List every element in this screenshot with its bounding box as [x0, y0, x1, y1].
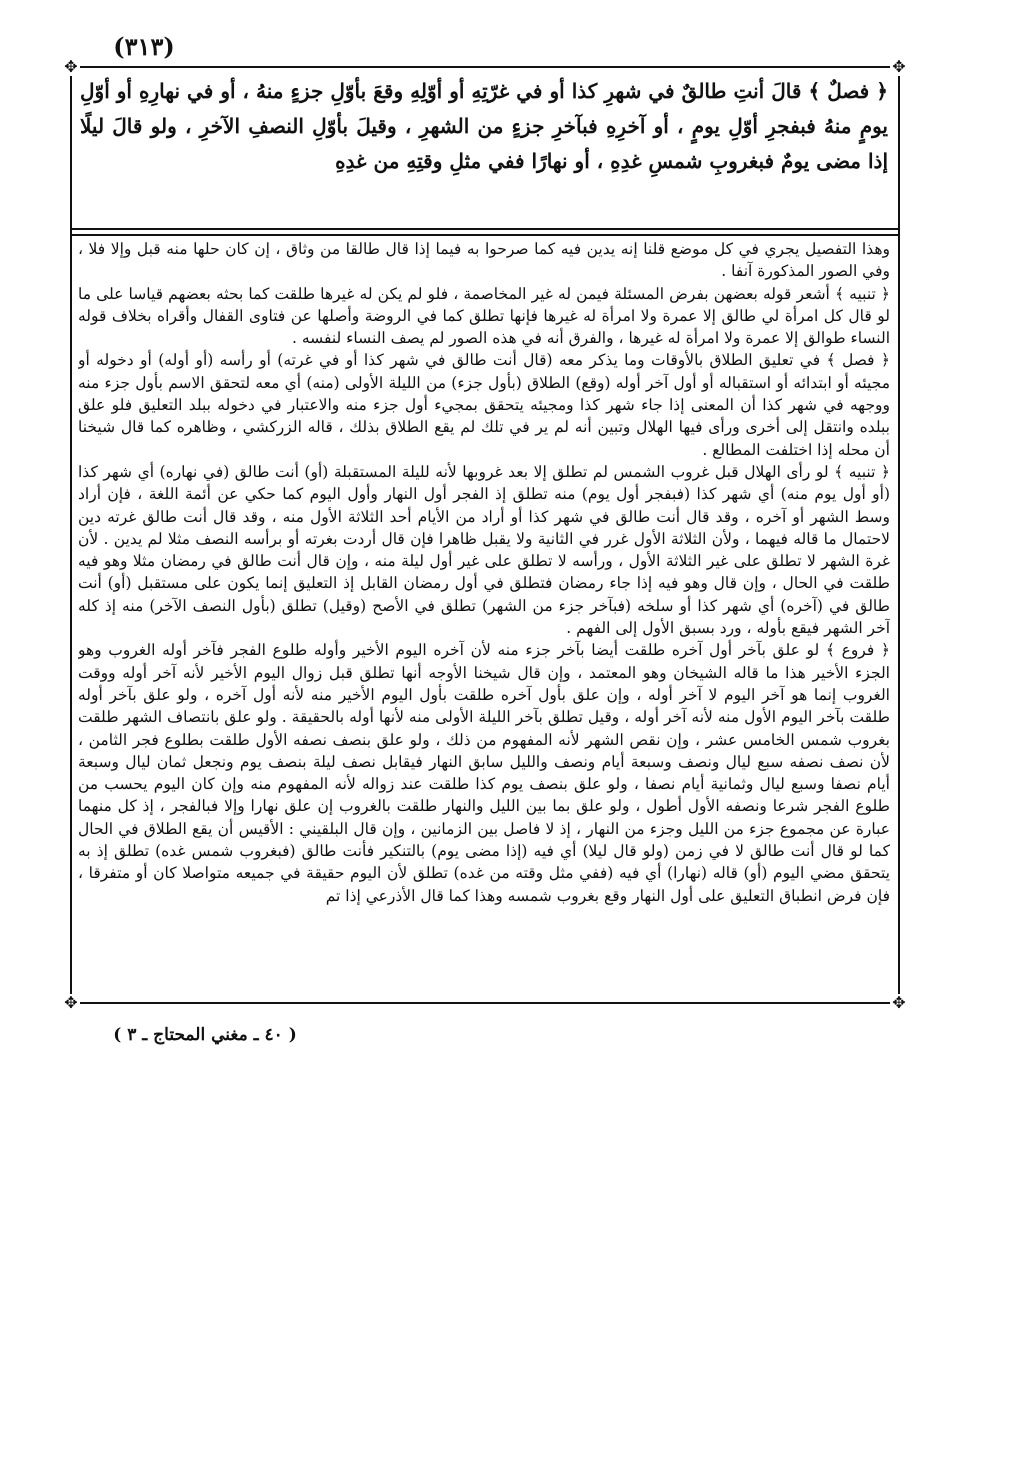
corner-ornament-icon: ✥ [890, 58, 908, 76]
frame-bottom-rule [62, 1002, 906, 1004]
divider-rule [72, 228, 898, 230]
corner-ornament-icon: ✥ [890, 994, 908, 1012]
matn-text-block [80, 74, 888, 224]
matn-paragraph: ﴿ فصلٌ ﴾ قالَ أنتِ طالقٌ في شهرِ كذا أو في غرّتِهِ أو أوّلِهِ وقعَ بأوّلِ جزءٍ منهُ ، أو في نهارِهِ أو أوّلِ يومٍ منهُ فبفجرِ أوّلِ يومٍ ، أو آخرِهِ فبآخرِ جزءٍ من الشهرِ ، وقيلَ بأوّلِ النصفِ الآخرِ ، ولو قالَ ليلًا إذا مضى يومٌ فبغروبِ شمسِ غدِهِ ، أو نهارًا ففي مثلِ وقتِهِ من غدِهِ [80, 79, 888, 173]
commentary-paragraph: ﴿ فروع ﴾ لو علق بآخر أول آخره طلقت أيضا بآخر جزء منه لأن آخره اليوم الأخير وأوله طلوع الفجر فآخر أوله الغروب وهو الجزء الأخير هذا ما قاله الشيخان وهو المعتمد ، وإن قال شيخنا الأوجه أنها تطلق قبل زوال اليوم الأخير لأنه آخر أوله ووقت الغروب إنما هو آخر اليوم لا آخر أوله ، وإن علق بأول آخره طلقت بأول اليوم الأخير منه لأنه أول آخره ، ولو علق بآخر أوله طلقت بآخر اليوم الأول منه لأنه آخر أوله ، وقيل تطلق بآخر الليلة الأولى منه لأنها أوله بالحقيقة . ولو علق بانتصاف الشهر طلقت بغروب شمس الخامس عشر ، وإن نقص الشهر لأنه المفهوم من ذلك ، ولو علق بنصف نصفه الأول طلقت بطلوع فجر الثامن ، لأن نصف نصفه سبع ليال ونصف وسبعة أيام ونصف والليل سابق النهار فيقابل نصف ليلة بنصف يوم ونجعل ثمان ليال وسبعة أيام نصفا وسبع ليال وثمانية أيام نصفا ، ولو علق بنصف يوم كذا طلقت عند زواله لأنه المفهوم منه وإن كان اليوم يحسب من طلوع الفجر شرعا ونصفه الأول أطول ، ولو علق بما بين الليل والنهار طلقت بالغروب إن علق نهارا وإلا فبالفجر ، إذ كل منهما عبارة عن مجموع جزء من الليل وجزء من النهار ، إذ لا فاصل بين الزمانين ، وإن قال البلقيني : الأقيس أن يقع الطلاق في الحال كما لو قال أنت طالق لا في زمن (ولو قال ليلا) أي فيه (إذا مضى يوم) بالتنكير فأنت طالق (فبغروب شمس غده) تطلق إذ به يتحقق مضي اليوم (أو) قاله (نهارا) أي فيه (ففي مثل وقته من غده) تطلق لأن اليوم حقيقة في جميعه متواصلا كان أو متفرقا ، فإن فرض انطباق التعليق على أول النهار وقع بغروب شمسه وهذا كما قال الأذرعي إذا تم [78, 641, 890, 905]
divider-rule [72, 234, 898, 236]
commentary-paragraph: وهذا التفصيل يجري في كل موضع قلنا إنه يدين فيه كما صرحوا به فيما إذا قال طالقا من وثاق ، إن كان حلها منه قبل وإلا فلا ، وفي الصور المذكورة آنفا . [78, 240, 890, 281]
page-number: (٣١٣) [113, 32, 175, 61]
corner-ornament-icon: ✥ [62, 58, 80, 76]
frame-top-rule [62, 66, 906, 68]
corner-ornament-icon: ✥ [62, 994, 80, 1012]
frame-left-rule [70, 66, 72, 1002]
commentary-text-block [78, 238, 890, 998]
commentary-paragraph: ﴿ تنبيه ﴾ لو رأى الهلال قبل غروب الشمس لم تطلق إلا بعد غروبها لأنه لليلة المستقبلة (أو) أنت طالق (في نهاره) أي شهر كذا (أو أول يوم منه) أي شهر كذا (فبفجر أول يوم) منه تطلق إذ الفجر أول النهار وأول اليوم كما حكي عن أئمة اللغة ، فإن أراد وسط الشهر أو آخره ، وقد قال أنت طالق في شهر كذا أو أراد من الأيام أحد الثلاثة الأول منه ، وقد قال أنت طالق غرته دين لاحتمال ما قاله فيهما ، ولأن الثلاثة الأول غرر في الثانية ولا يقبل ظاهرا فإن قال أردت بغرته أو برأسه النصف مثلا لم يدين . لأن غرة الشهر لا تطلق على غير الثلاثة الأول ، ورأسه لا تطلق على غير أول ليلة منه ، وإن قال أنت طالق في رمضان مثلا وهو فيه طلقت في الحال ، وإن قال وهو فيه إذا جاء رمضان فتطلق في أول رمضان القابل إذ التعليق إنما يكون على مستقبل (أو) أنت طالق في (آخره) أي شهر كذا أو سلخه (فبآخر جزء من الشهر) تطلق في الأصح (وقيل) تطلق (بأول النصف الآخر) منه إذ كله آخر الشهر فيقع بأوله ، ورد بسبق الأول إلى الفهم . [78, 462, 890, 638]
commentary-paragraph: ﴿ فصل ﴾ في تعليق الطلاق بالأوقات وما يذكر معه (قال أنت طالق في شهر كذا أو في غرته) أو رأسه (أو أوله) أو دخوله أو مجيئه أو ابتدائه أو استقباله أو أول آخر أوله (وقع) الطلاق (بأول جزء) من الليلة الأولى (منه) أي معه لتحقق الاسم بأول جزء منه ووجهه في شهر كذا أن المعنى إذا جاء شهر كذا ومجيئه يتحقق بمجيء أول جزء منه والاعتبار في دخوله ببلد التعليق فلو علق ببلده وانتقل إلى أخرى ورأى فيها الهلال وتبين أنه لم ير في تلك لم يقع الطلاق بذلك ، قاله الزركشي ، وظاهره كما قال شيخنا أن محله إذا اختلفت المطالع . [78, 351, 890, 459]
commentary-paragraph: ﴿ تنبيه ﴾ أشعر قوله بعضهن بفرض المسئلة فيمن له غير المخاصمة ، فلو لم يكن له غيرها طلقت كما بحثه بعضهم قياسا على ما لو قال كل امرأة لي طالق إلا عمرة ولا امرأة له غيرها فإنها تطلق كما في الروضة وأصلها عن فتاوى القفال وأقراه بخلاف قوله النساء طوالق إلا عمرة ولا امرأة له غيرها ، والفرق أنه في هذه الصور لم يصف النساء لنفسه . [78, 284, 890, 348]
frame-right-rule [898, 66, 900, 1002]
footer-signature: ( ٤٠ ـ مغني المحتاج ـ ٣ ) [113, 1025, 297, 1045]
